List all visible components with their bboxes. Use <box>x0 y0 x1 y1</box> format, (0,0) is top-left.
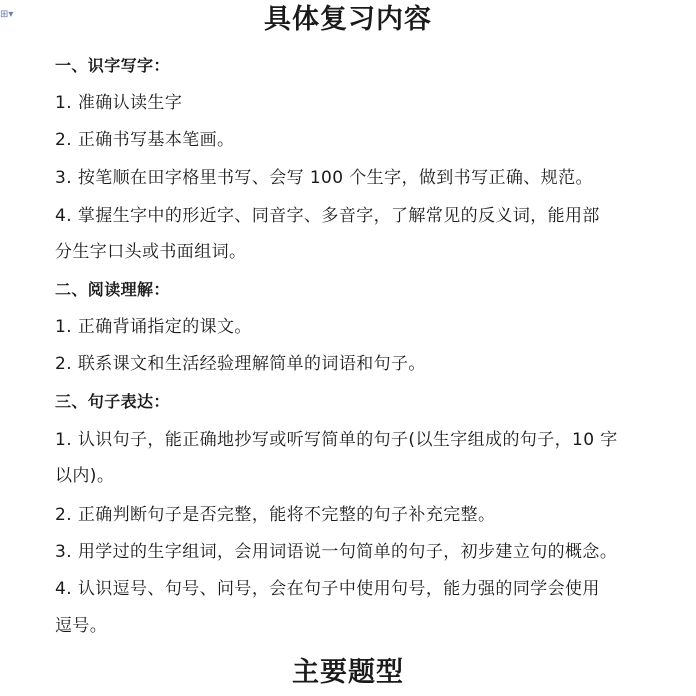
section-heading-literacy: 一、识字写字： <box>55 56 170 75</box>
list-item: 3. 按笔顺在田字格里书写、会写 100 个生字，做到书写正确、规范。 <box>55 168 593 188</box>
list-item: 4. 掌握生字中的形近字、同音字、多音字，了解常见的反义词，能用部 <box>55 206 600 226</box>
list-item: 1. 认识句子，能正确地抄写或听写简单的句子(以生字组成的句子，10 字 <box>55 430 618 450</box>
list-item-continuation: 以内)。 <box>55 466 115 486</box>
section-title-question-types: 主要题型 <box>292 657 404 688</box>
list-item: 1. 正确背诵指定的课文。 <box>55 317 252 337</box>
list-item: 2. 联系课文和生活经验理解简单的词语和句子。 <box>55 354 426 374</box>
list-item-continuation: 逗号。 <box>55 616 108 636</box>
section-heading-reading: 二、阅读理解： <box>55 280 170 299</box>
list-item: 2. 正确书写基本笔画。 <box>55 130 235 150</box>
list-item: 1. 准确认读生字 <box>55 93 183 113</box>
page-title: 具体复习内容 <box>264 4 432 35</box>
list-item: 3. 用学过的生字组词，会用词语说一句简单的句子，初步建立句的概念。 <box>55 542 618 562</box>
section-heading-sentences: 三、句子表达： <box>55 392 170 411</box>
list-item-continuation: 分生字口头或书面组词。 <box>55 242 247 262</box>
list-item: 4. 认识逗号、句号、问号，会在句子中使用句号，能力强的同学会使用 <box>55 579 600 599</box>
list-item: 2. 正确判断句子是否完整，能将不完整的句子补充完整。 <box>55 505 496 525</box>
anchor-icon: ⊞▾ <box>0 9 14 20</box>
